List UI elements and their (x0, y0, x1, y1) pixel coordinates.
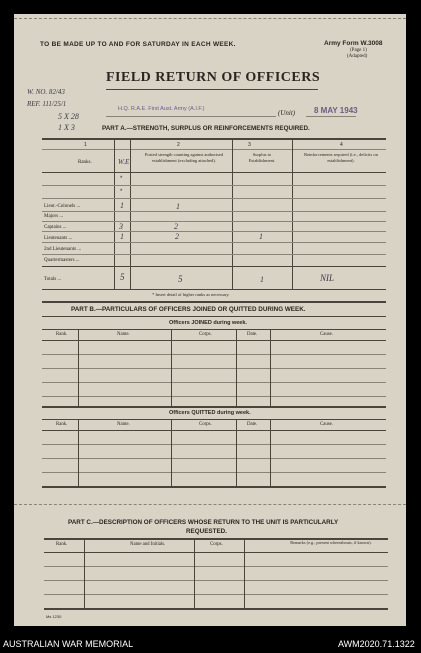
quitted-header-date: Date. (247, 422, 258, 427)
quitted-header-cause: Cause. (320, 422, 333, 427)
row-1-we: * (120, 176, 123, 182)
quitted-bottom-rule (42, 486, 386, 488)
part-a-bottom-rule (42, 301, 386, 303)
quitted-divider-4 (270, 420, 271, 486)
col-number-3: 3 (248, 142, 251, 148)
archive-footer (0, 637, 421, 653)
margin-note-1: W. NO. 82/43 (27, 88, 65, 96)
form-page: (Page 1) (350, 48, 367, 53)
footer-institution: AUSTRALIAN WAR MEMORIAL (3, 639, 134, 649)
part-c-bottom-rule (44, 608, 388, 610)
quitted-title-rule (42, 419, 386, 420)
date-stamp: 8 MAY 1943 (314, 106, 358, 115)
header-reinforcements: Reinforcements required (i.e., deficits on establishment). (304, 152, 378, 163)
perforation-top (14, 18, 406, 19)
row-5-rank: Captains ... (44, 225, 67, 230)
unit-line (106, 116, 276, 117)
totals-posted: 5 (178, 274, 183, 284)
quitted-header-rank: Rank. (56, 422, 68, 427)
footer-accession: AWM2020.71.1322 (338, 639, 415, 649)
col-number-4: 4 (340, 142, 343, 148)
part-c-divider-3 (244, 539, 245, 608)
joined-row-rule-1 (42, 354, 386, 355)
part-c-row-rule-1 (44, 566, 388, 567)
row-4-rank: Majors ... (44, 214, 64, 219)
form-adapted: (Adapted) (347, 54, 368, 59)
header-bottom-rule (42, 172, 386, 173)
header-note: TO BE MADE UP TO AND FOR SATURDAY IN EACH WEEK. (40, 41, 236, 48)
joined-header-date: Date. (247, 332, 258, 337)
row-rule-6 (42, 242, 386, 243)
joined-title: Officers JOINED during week. (169, 320, 247, 326)
row-8-rank: Quartermasters ... (44, 258, 80, 263)
print-code: Ms 1230 (46, 614, 62, 619)
part-c-row-rule-2 (44, 580, 388, 581)
page-title: FIELD RETURN OF OFFICERS (106, 70, 321, 85)
form-sheet (14, 14, 406, 626)
title-underline (106, 89, 318, 90)
quitted-divider-2 (171, 420, 172, 486)
row-6-surplus: 1 (259, 232, 263, 241)
margin-note-3: 5 X 28 (58, 112, 79, 121)
form-number: Army Form W.3008 (324, 40, 383, 47)
header-we: W.E (118, 158, 130, 166)
joined-row-rule-3 (42, 382, 386, 383)
part-c-header-rule (44, 552, 388, 553)
part-b-top-rule (42, 316, 386, 317)
totals-surplus: 1 (260, 275, 264, 284)
row-6-rank: Lieutenants ... (44, 236, 73, 241)
part-c-title-line-2: REQUESTED. (186, 528, 227, 535)
row-rule-8 (42, 266, 386, 267)
joined-divider-4 (270, 330, 271, 406)
joined-row-rule-2 (42, 368, 386, 369)
quitted-row-rule-1 (42, 444, 386, 445)
quitted-title: Officers QUITTED during week. (169, 410, 251, 416)
totals-label: Totals ... (44, 277, 62, 282)
joined-header-rule (42, 340, 386, 341)
quitted-divider-1 (78, 420, 79, 486)
part-c-divider-1 (84, 539, 85, 608)
col-number-rule (42, 149, 386, 150)
row-5-posted: 2 (174, 222, 178, 231)
quitted-header-corps: Corps. (199, 422, 212, 427)
part-c-header-remarks: Remarks (e.g., present whereabouts, if known). (290, 540, 372, 545)
joined-divider-3 (236, 330, 237, 406)
quitted-divider-3 (236, 420, 237, 486)
row-rule-7 (42, 254, 386, 255)
part-c-row-rule-3 (44, 594, 388, 595)
row-7-rank: 2nd Lieutenants ... (44, 247, 82, 252)
totals-we: 5 (120, 272, 125, 282)
row-6-posted: 2 (175, 232, 179, 241)
part-c-header-corps: Corps. (210, 542, 223, 547)
quitted-header-rule (42, 430, 386, 431)
joined-bottom-rule (42, 406, 386, 408)
date-line (306, 116, 356, 117)
part-c-divider-2 (194, 539, 195, 608)
joined-header-name: Name. (117, 332, 130, 337)
row-6-we: 1 (120, 232, 124, 241)
margin-note-2: REF. 111/25/1 (27, 100, 67, 108)
row-rule-1 (42, 185, 386, 186)
header-surplus: Surplus to Establishment. (248, 152, 276, 163)
quitted-header-name: Name. (117, 422, 130, 427)
row-3-posted: 1 (176, 202, 180, 211)
part-b-title: PART B.—PARTICULARS OF OFFICERS JOINED OR QUITTED DURING WEEK. (71, 306, 306, 313)
header-posted: Posted strength counting against authorised establishment (excluding attached). (144, 152, 224, 163)
totals-rule (42, 289, 386, 290)
row-3-we: 1 (120, 201, 124, 210)
part-c-header-rank: Rank. (56, 542, 68, 547)
part-a-top-rule (42, 138, 386, 140)
unit-label: (Unit) (278, 109, 296, 117)
joined-divider-2 (171, 330, 172, 406)
totals-reinforcements: NIL (320, 273, 335, 283)
col-number-1: 1 (84, 142, 87, 148)
row-2-we: * (120, 189, 123, 195)
unit-stamp: H.Q. R.A.E. First Aust. Army (A.I.F.) (118, 106, 205, 112)
row-rule-4 (42, 221, 386, 222)
row-5-we: 3 (119, 222, 123, 231)
part-c-header-name: Name and Initials. (130, 542, 166, 547)
quitted-row-rule-3 (42, 472, 386, 473)
joined-header-rank: Rank. (56, 332, 68, 337)
part-c-title-line-1: PART C.—DESCRIPTION OF OFFICERS WHOSE RETURN TO THE UNIT IS PARTICULARLY (68, 519, 339, 526)
row-3-rank: Lieut.-Colonels ... (44, 204, 81, 209)
quitted-row-rule-2 (42, 458, 386, 459)
row-rule-2 (42, 198, 386, 199)
joined-header-cause: Cause. (320, 332, 333, 337)
header-ranks: Ranks. (78, 160, 92, 165)
joined-title-rule (42, 329, 386, 330)
part-a-title: PART A.—STRENGTH, SURPLUS OR REINFORCEMENTS REQUIRED. (102, 125, 310, 132)
part-a-footnote: * Insert detail of higher ranks as necessary. (152, 292, 230, 297)
joined-divider-1 (78, 330, 79, 406)
perforation-middle (14, 504, 406, 505)
joined-header-corps: Corps. (199, 332, 212, 337)
row-rule-3 (42, 211, 386, 212)
margin-note-4: 1 X 3 (58, 123, 75, 132)
joined-row-rule-4 (42, 396, 386, 397)
row-rule-5 (42, 231, 386, 232)
col-number-2: 2 (177, 142, 180, 148)
